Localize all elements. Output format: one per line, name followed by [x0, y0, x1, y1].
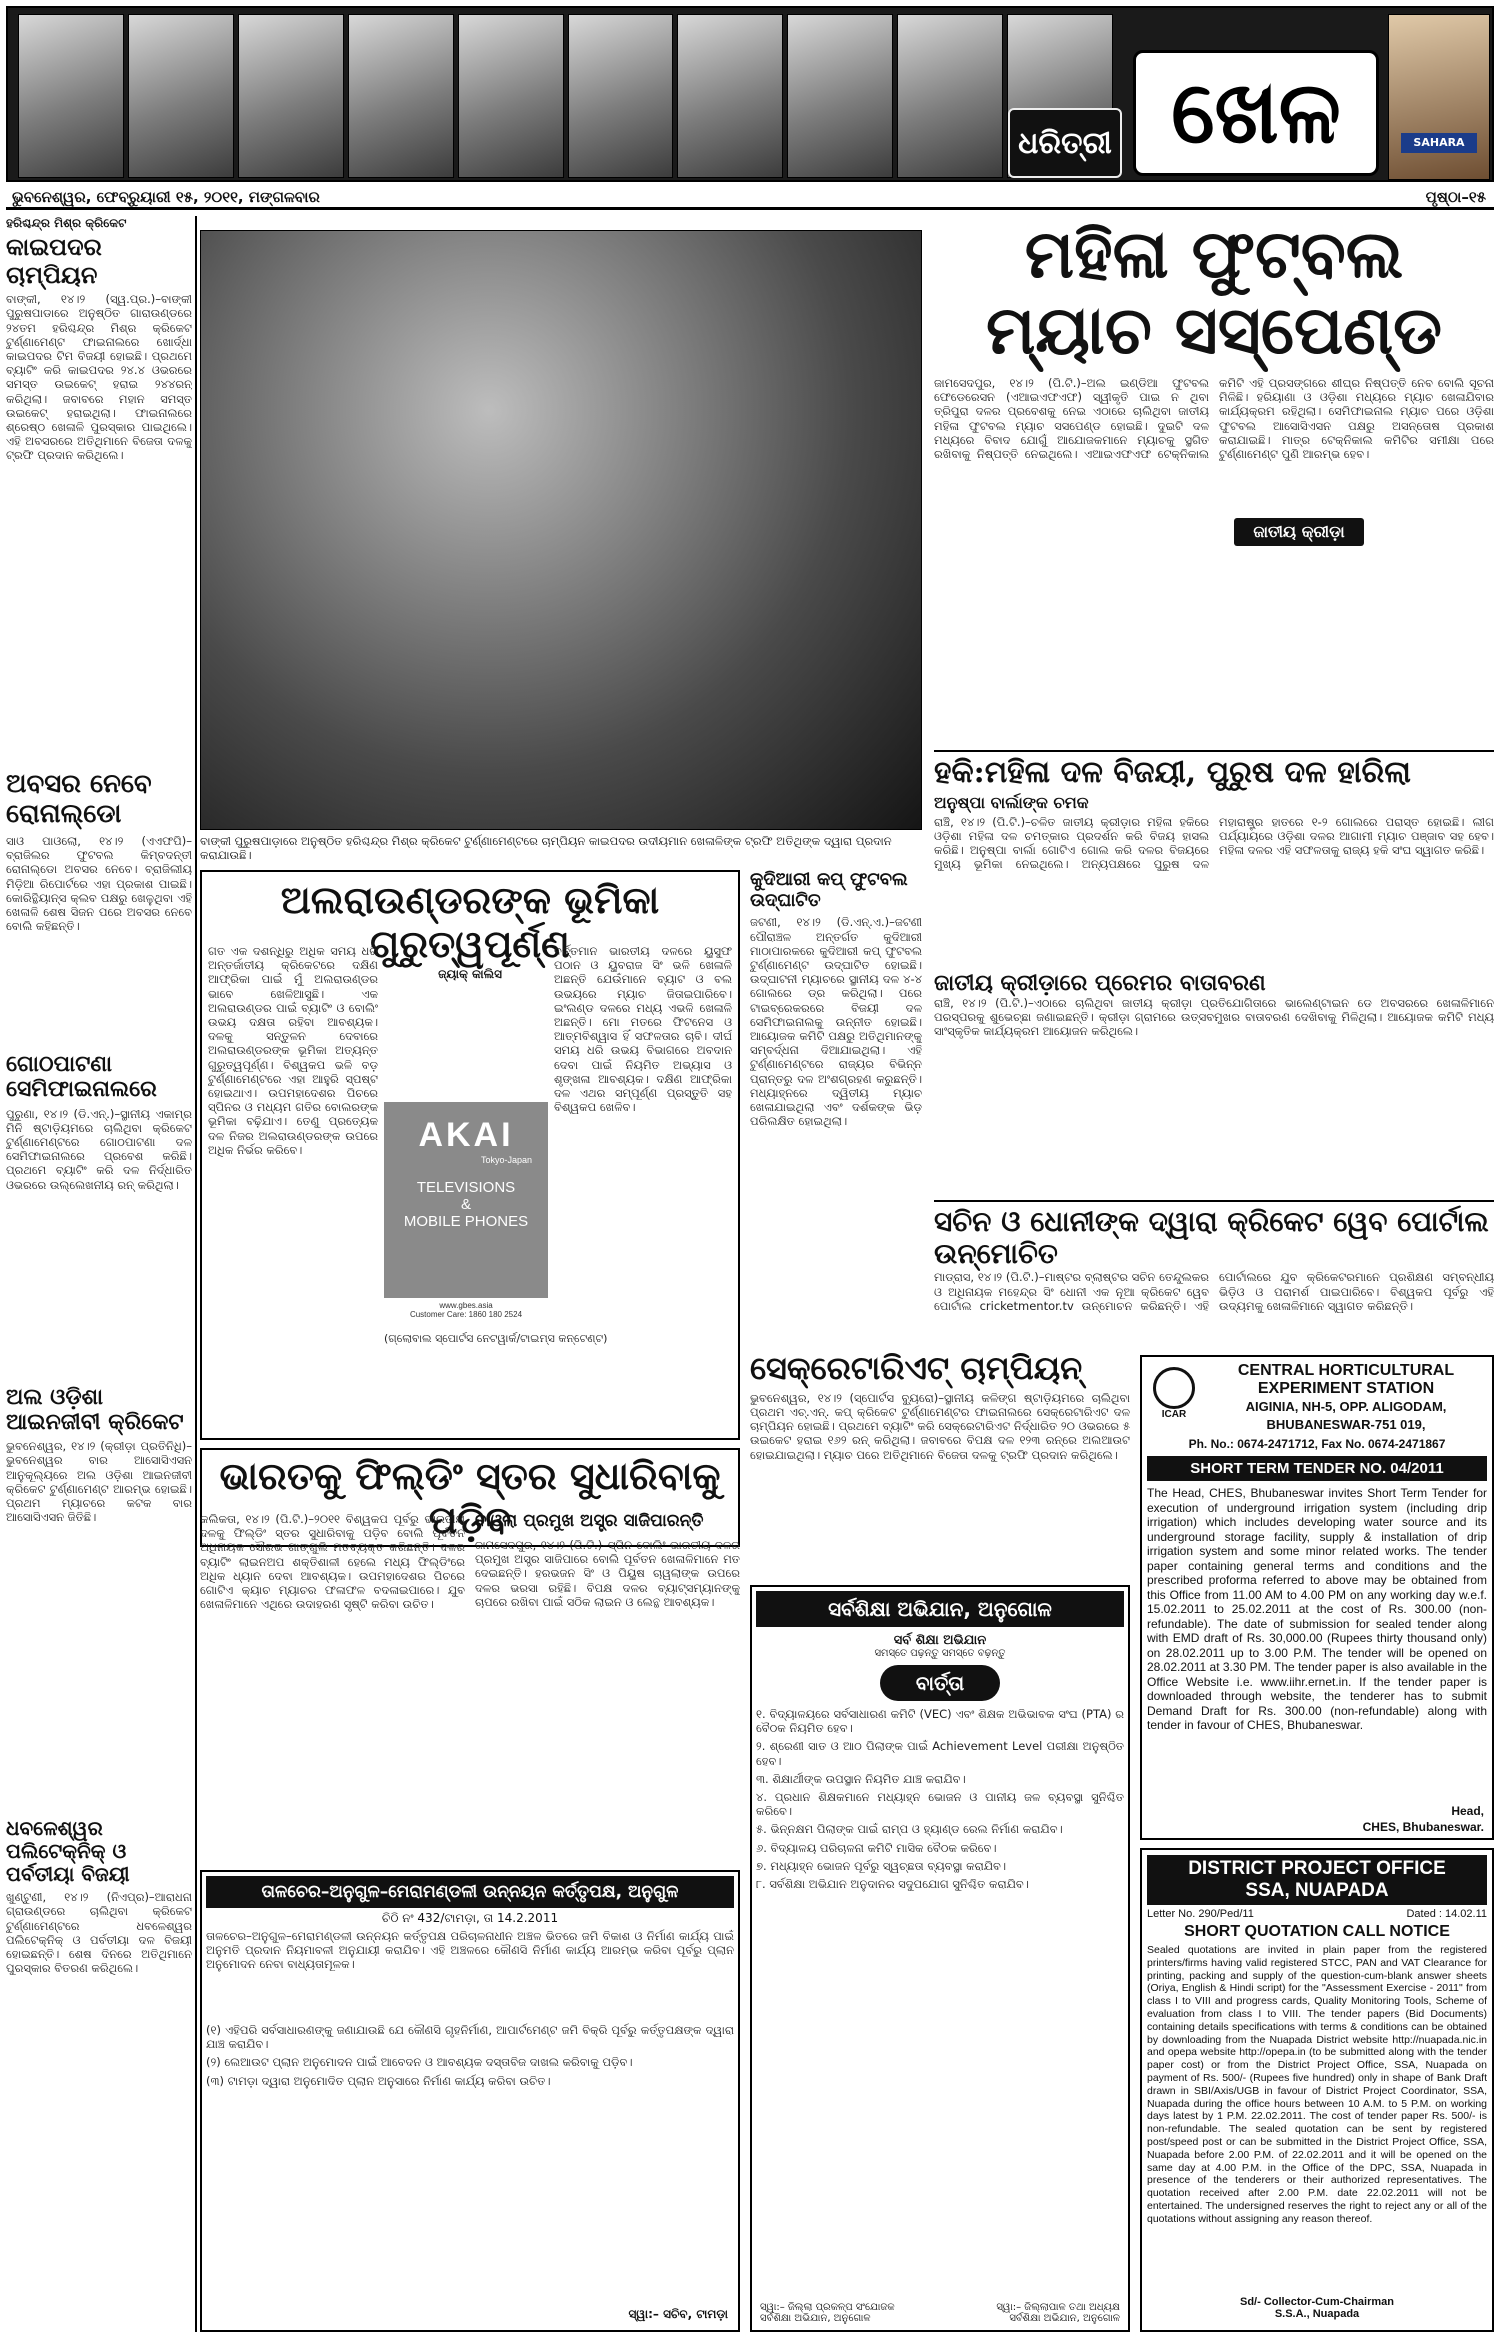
headline: ଗୋଠପାଟଣା ସେମିଫାଇନାଲରେ — [6, 1050, 157, 1103]
tender-sign: CHES, Bhubaneswar. — [1362, 1820, 1484, 1834]
subhead: ଅନୁଷ୍ପା ବାର୍ଲାଙ୍କ ଚମକ — [934, 792, 1089, 812]
ad-line: MOBILE PHONES — [403, 1213, 529, 1230]
story-body: ରାଞ୍ଚି, ୧୪।୨ (ପି.ଟି.)–ଏଠାରେ ଚାଲିଥିବା ଜାତୀୟ କ୍ରୀଡ଼ା ପ୍ରତିଯୋଗିତାରେ ଭାଲେଣ୍ଟାଇନ ଡେ ଅବସରରେ ଖେଳାଳିମାନେ ପରସ୍ପରକୁ ଶୁଭେଚ୍ଛା ଜଣାଇଛନ୍ତି। କ୍ରୀଡ଼ା ଗ୍ରାମରେ ଉତ୍ସବମୁଖର ବାତାବରଣ ଦେଖିବାକୁ ମିଳିଥିଲା। ଆୟୋଜକ କମିଟି ମଧ୍ୟ ସାଂସ୍କୃତିକ କାର୍ଯ୍ୟକ୍ରମ ଆୟୋଜନ କରିଥିଲେ। — [934, 995, 1494, 1039]
ad-tagline: Tokyo-Japan — [480, 1155, 532, 1165]
tender-sign: Head, — [1451, 1804, 1484, 1818]
headline: ଅଲରାଉଣ୍ଡରଙ୍କ ଭୂମିକା ଗୁରୁତ୍ୱପୂର୍ଣ୍ଣ — [280, 877, 660, 966]
tender-banner: SHORT TERM TENDER NO. 04/2011 — [1147, 1456, 1487, 1481]
sports-photo — [18, 14, 124, 178]
lead-headline-line1: ମହିଳା ଫୁଟ୍‌ବଲ — [1024, 216, 1404, 293]
headline: ଅଲ ଓଡ଼ିଶା ଆଇନଜୀବୀ କ୍ରିକେଟ — [6, 1383, 184, 1435]
kicker: ହରିଶ୍ଚନ୍ଦ୍ର ମିଶ୍ର କ୍ରିକେଟ — [6, 216, 127, 230]
notice-body: ତାଳଚେର–ଅନୁଗୁଳ–ମେରାମଣ୍ଡଳୀ ଉନ୍ନୟନ କର୍ତ୍ତୃପକ୍ଷ ପରିଚାଳନାଧୀନ ଅଞ୍ଚଳ ଭିତରେ ଜମି ବିକାଶ ଓ ନିର୍ମାଣ କାର୍ଯ୍ୟ ପାଇଁ ଅନୁମତି ପ୍ରଦାନ ନିୟମାବଳୀ ଅନୁଯାୟୀ କରାଯିବ। ଏହି ଅଞ୍ଚଳରେ କୌଣସି ନିର୍ମାଣ କାର୍ଯ୍ୟ ଆରମ୍ଭ କରିବା ପୂର୍ବରୁ ପ୍ଲାନ ଅନୁମୋଦନ ନେବା ବାଧ୍ୟତାମୂଳକ। — [206, 1929, 734, 1972]
notice-signature: ସ୍ୱା:– ଜିଲ୍ଲା ପ୍ରକଳ୍ପ ସଂଯୋଜକ ସର୍ବଶିକ୍ଷା ଅଭିଯାନ, ଅନୁଗୋଳ — [760, 2302, 895, 2324]
portal-story — [934, 1200, 1494, 1350]
story-body: ଜଟଣୀ, ୧୪।୨ (ଡି.ଏନ୍.ଏ.)–ଜଟଣୀ ପୌରାଞ୍ଚଳ ଅନ୍ତର୍ଗତ କୁଦିଆରୀ ମାଠାପାରକରେ କୁଦିଆରୀ କପ୍ ଫୁଟବଲ ଟୁର୍ଣ୍ଣାମେଣ୍ଟ ଉଦ୍‌ଘାଟିତ ହୋଇଛି। ଉଦ୍‌ଘାଟନୀ ମ୍ୟାଚରେ ସ୍ଥାନୀୟ ଦଳ ୪-୪ ଗୋଲରେ ଡ୍ର କରିଥିଲା। ପରେ ଟାଇବ୍ରେକରରେ ବିଜୟୀ ଦଳ ସେମିଫାଇନାଲକୁ ଉନ୍ନୀତ ହୋଇଛି। ଆୟୋଜକ କମିଟି ପକ୍ଷରୁ ଅତିଥିମାନଙ୍କୁ ସମ୍ବର୍ଦ୍ଧନା ଦିଆଯାଇଥିଲା। ଏହି ଟୁର୍ଣ୍ଣାମେଣ୍ଟରେ ରାଜ୍ୟର ବିଭିନ୍ନ ପ୍ରାନ୍ତରୁ ଦଳ ଅଂଶଗ୍ରହଣ କରୁଛନ୍ତି। ମଧ୍ୟାହ୍ନରେ ଦ୍ୱିତୀୟ ମ୍ୟାଚ ଖେଳାଯାଇଥିଲା ଏବଂ ଦର୍ଶକଙ୍କ ଭିଡ଼ ପରିଲକ୍ଷିତ ହୋଇଥିଲା। — [750, 915, 922, 1129]
story-body: ରାଞ୍ଚି, ୧୪।୨ (ପି.ଟି.)–ଚଳିତ ଜାତୀୟ କ୍ରୀଡ଼ାର ମହିଳା ହକିରେ ଓଡ଼ିଶା ମହିଳା ଦଳ ଚମତ୍କାର ପ୍ରଦର୍ଶନ କରି ବିଜୟ ହାସଲ କରିଛି। ଅନୁଷ୍ପା ବାର୍ଲା ଗୋଟିଏ ଗୋଲ କରି ଦଳର ବିଜୟରେ ମୁଖ୍ୟ ଭୂମିକା ନେଇଥିଲେ। ଅନ୍ୟପକ୍ଷରେ ପୁରୁଷ ଦଳ ମହାରାଷ୍ଟ୍ର ହାତରେ ୧-୨ ଗୋଲରେ ପରାସ୍ତ ହୋଇଛି। ଲୀଗ ପର୍ଯ୍ୟାୟରେ ଓଡ଼ିଶା ଦଳର ଆଗାମୀ ମ୍ୟାଚ ପଞ୍ଜାବ ସହ ହେବ। ମହିଳା ଦଳର ଏହି ସଫଳତାକୁ ରାଜ୍ୟ ହକି ସଂଘ ସ୍ୱାଗତ କରିଛି। — [934, 814, 1494, 872]
notice-item: ୨. ଶ୍ରେଣୀ ସାତ ଓ ଆଠ ପିଲାଙ୍କ ପାଇଁ Achievement Level ପରୀକ୍ଷା ଅନୁଷ୍ଠିତ ହେବ। — [756, 1739, 1124, 1768]
section-label: ଜାତୀୟ କ୍ରୀଡ଼ା — [1234, 518, 1364, 546]
org-name: EXPERIMENT STATION — [1257, 1380, 1435, 1397]
tender-banner: SHORT QUOTATION CALL NOTICE — [1184, 1923, 1450, 1940]
story-body: ମାଡ୍ରାସ, ୧୪।୨ (ପି.ଟି.)–ମାଷ୍ଟର ବ୍ଲାଷ୍ଟର ସଚିନ ତେନ୍ଦୁଲକର ଓ ଅଧିନାୟକ ମହେନ୍ଦ୍ର ସିଂ ଧୋନୀ ଏକ ନୂଆ କ୍ରିକେଟ ୱେବ ପୋର୍ଟାଲ cricketmentor.tv ଉନ୍ମୋଚନ କରିଛନ୍ତି। ଏହି ପୋର୍ଟାଲରେ ଯୁବ କ୍ରିକେଟରମାନେ ପ୍ରଶିକ୍ଷଣ ସମ୍ବନ୍ଧୀୟ ଭିଡ଼ିଓ ଓ ପରାମର୍ଶ ପାଇପାରିବେ। ବିଶ୍ୱକପ ପୂର୍ବରୁ ଏହି ଉଦ୍ୟମକୁ ଖେଳାଳିମାନେ ସ୍ୱାଗତ କରିଛନ୍ତି। — [934, 1270, 1494, 1313]
left-column — [6, 216, 192, 2332]
org-address: BHUBANESWAR-751 019, — [1266, 1417, 1426, 1432]
headline: ସଚିନ ଓ ଧୋନୀଙ୍କ ଦ୍ୱାରା କ୍ରିକେଟ ୱେବ ପୋର୍ଟାଲ ଉନ୍ମୋଚିତ — [934, 1200, 1494, 1270]
office-name: SSA, NUAPADA — [1245, 1880, 1389, 1901]
notice-item: ୬. ବିଦ୍ୟାଳୟ ପରିଚାଳନା କମିଟି ମାସିକ ବୈଠକ କରିବେ। — [756, 1840, 997, 1855]
sports-photo — [897, 14, 1003, 178]
masthead-photo-strip — [18, 14, 1113, 178]
notice-item: ୧. ବିଦ୍ୟାଳୟରେ ସର୍ବସାଧାରଣ କମିଟି (VEC) ଏବଂ ଶିକ୍ଷକ ଅଭିଭାବକ ସଂଘ (PTA) ର ବୈଠକ ନିୟମିତ ହେବ। — [756, 1707, 1124, 1736]
org-address: AIGINIA, NH-5, OPP. ALIGODAM, — [1245, 1399, 1447, 1414]
icar-label: ICAR — [1161, 1409, 1187, 1420]
column-rule — [195, 216, 197, 2332]
notice-badge: ବାର୍ତ୍ତା — [880, 1665, 1000, 1701]
kudiari-story — [750, 870, 922, 1350]
org-phone: Ph. No.: 0674-2471712, Fax No. 0674-2471867 — [1188, 1437, 1446, 1451]
story-credit: (ଗ୍ଲୋବାଲ ସ୍ପୋର୍ଟସ ନେଟୱାର୍କ/ଟାଇମ୍ସ କନ୍ଟେଣ୍ଟ) — [384, 1332, 608, 1345]
sports-photo — [458, 14, 564, 178]
tender-body: Sealed quotations are invited in plain paper from the registered printers/firms having valid registered STCC, PAN and VAT Clearance for printing, packing and supply of the question-cum-blank answer sheets (Oriya, English & Hindi script) for the "Assessment Exercise - 2011" from class I to VIII and progress cards, Quality Monitoring Tools, Scheme of evaluation from class I to VIII. The tender papers (Bid Documents) containing details specifications with terms & conditions can be obtained by downloading from the Nuapada District website http://nuapada.nic.in and opepa website http://opepa.in (to be submitted along with the tender paper cost) or from the District Project Office, SSA, Nuapada on payment of Rs. 500/- (Rupees five hundred) only in shape of Bank Draft drawn in SBI/Axis/UGB in favour of District Project Coordinator, SSA, Nuapada during the office hours between 10 A.M. to 5 P.M. on working days latest by 1 P.M. 22.02.2011. The cost of tender paper Rs. 500/- is non-refundable. The sealed quotation can be sent by registered post/speed post or can be submitted in the District Project Office, SSA, Nuapada before 2.00 P.M. of 22.02.2011 and it will be opened on the same day at 4.00 P.M. in the Office of the DPC, SSA, Nuapada in presence of the tenderers or their authorized representatives. The quotation received after 2.00 P.M. date 22.02.2011 will not be entertained. The undersigned reserves the right to reject any or all of the quotations without assigning any reason thereof. — [1147, 1944, 1487, 2225]
hockey-story — [934, 750, 1494, 1190]
lead-story — [934, 216, 1494, 746]
headline: ହକି:ମହିଳା ଦଳ ବିଜୟୀ, ପୁରୁଷ ଦଳ ହାରିଲା — [934, 750, 1494, 791]
sports-photo — [238, 14, 344, 178]
sub-headline: ବାଓଲା ପ୍ରମୁଖ ଅସ୍ତ୍ର ସାଜିପାରନ୍ତି — [475, 1511, 704, 1531]
allrounder-story — [200, 870, 740, 1440]
notice-signature: ସ୍ୱା:– ଜିଲ୍ଲାପାଳ ତଥା ଅଧ୍ୟକ୍ଷ ସର୍ବଶିକ୍ଷା ଅଭିଯାନ, ଅନୁଗୋଳ — [996, 2302, 1120, 2324]
letter-number: Letter No. 290/Ped/11 — [1147, 1908, 1254, 1920]
story-body: ସାଓ ପାଓଲୋ, ୧୪।୨ (ଏଏଫପି)–ବ୍ରାଜିଲର ଫୁଟବଲ କିମ୍ବଦନ୍ତୀ ରୋନାଲ୍ଡୋ ଅବସର ନେବେ। ବ୍ରାଜିଲୀୟ ମିଡ଼ିଆ ରିପୋର୍ଟରେ ଏହା ପ୍ରକାଶ ପାଇଛି। କୋରିନ୍ଥିୟାନ୍ସ କ୍ଲବ ପକ୍ଷରୁ ଖେଳୁଥିବା ଏହି ଖେଳାଳି ଶେଷ ସିଜନ ପରେ ଅବସର ନେବେ ବୋଲି କହିଛନ୍ତି। — [6, 833, 192, 934]
headline: ଧବଳେଶ୍ୱର ପଲିଟେକ୍ନିକ୍ ଓ ପର୍ବତୀୟା ବିଜୟୀ — [6, 1816, 130, 1887]
dateline-bar — [6, 184, 1494, 210]
notice-item: (୧) ଏହିପରି ସର୍ବସାଧାରଣଙ୍କୁ ଜଣାଯାଉଛି ଯେ କୌଣସି ଗୃହନିର୍ମାଣ, ଆପାର୍ଟମେଣ୍ଟ ଜମି ବିକ୍ରି ପୂର୍ବରୁ କର୍ତ୍ତୃପକ୍ଷଙ୍କ ଦ୍ୱାରା ଯାଞ୍ଚ କରାଯିବ। — [206, 2023, 734, 2052]
headline: ଜାତୀୟ କ୍ରୀଡ଼ାରେ ପ୍ରେମର ବାତାବରଣ — [934, 969, 1266, 996]
story-body: ଭୁବନେଶ୍ୱର, ୧୪।୨ (ସ୍ପୋର୍ଟସ ବ୍ୟୁରୋ)–ସ୍ଥାନୀୟ କଳିଙ୍ଗ ଷ୍ଟାଡ଼ିୟମରେ ଚାଲିଥିବା ପ୍ରଥମ ଏଚ୍.ଏନ୍. କପ୍ କ୍ରିକେଟ ଟୁର୍ଣ୍ଣାମେଣ୍ଟର ଫାଇନାଲରେ ସେକ୍ରେଟାରିଏଟ ଦଳ ଚାମ୍ପିୟନ ହୋଇଛି। ପ୍ରଥମେ ବ୍ୟାଟିଂ କରି ସେକ୍ରେଟାରିଏଟ ନିର୍ଦ୍ଧାରିତ ୨୦ ଓଭରରେ ୫ ଉଇକେଟ ହରାଇ ୧୬୨ ରନ୍ କରିଥିଲା। ଜବାବରେ ବିପକ୍ଷ ଦଳ ୧୨୩ ରନ୍‌ରେ ଅଲଆଉଟ ହୋଇଯାଇଥିଲା। ମ୍ୟାଚ ପରେ ଅତିଥିମାନେ ବିଜେତା ଦଳକୁ ଟ୍ରଫି ପ୍ରଦାନ କରିଥିଲେ। — [750, 1390, 1130, 1462]
notice-title: ତାଳଚେର–ଅନୁଗୁଳ–ମେରାମଣ୍ଡଳୀ ଉନ୍ନୟନ କର୍ତ୍ତୃପକ୍ଷ, ଅନୁଗୁଳ — [206, 1876, 734, 1908]
notice-item: (୩) ଟାମଡ଼ା ଦ୍ୱାରା ଅନୁମୋଦିତ ପ୍ଲାନ ଅନୁସାରେ ନିର୍ମାଣ କାର୍ଯ୍ୟ କରିବା ଉଚିତ। — [206, 2073, 551, 2088]
org-name: CENTRAL HORTICULTURAL — [1237, 1362, 1455, 1379]
photo-caption: ବାଙ୍କୀ ପୁରୁଷପାଡ଼ାରେ ଅନୁଷ୍ଠିତ ହରିଶ୍ଚନ୍ଦ୍ର ମିଶ୍ର କ୍ରିକେଟ ଟୁର୍ଣ୍ଣାମେଣ୍ଟରେ ଚାମ୍ପିୟନ କାଇପଦର ଉଦୀୟମାନ ଖେଳାଳିଙ୍କ ଟ୍ରଫି ଅତିଥିଙ୍କ ଦ୍ୱାରା ପ୍ରଦାନ କରାଯାଉଛି। — [200, 834, 892, 862]
letter-date: Dated : 14.02.11 — [1406, 1908, 1487, 1920]
sports-photo — [128, 14, 234, 178]
akai-ad[interactable] — [384, 1102, 548, 1322]
trophy-photo — [200, 230, 922, 830]
headline: କୁଦିଆରୀ କପ୍ ଫୁଟବଲ ଉଦ୍‌ଘାଟିତ — [750, 870, 908, 911]
talcher-notice — [200, 1870, 740, 2332]
notice-item: ୮. ସର୍ବଶିକ୍ଷା ଅଭିଯାନ ଅନୁଦାନର ସଦୁପଯୋଗ ସୁନିଶ୍ଚିତ କରାଯିବ। — [756, 1877, 1029, 1892]
notice-signature: ସ୍ୱା:– ସଚିବ, ଟାମଡ଼ା — [628, 2307, 728, 2321]
ssa-nuapada-tender — [1140, 1848, 1494, 2332]
notice-ref: ଚିଠି ନଂ 432/ଟାମଡ଼ା, ତା 14.2.2011 — [381, 1911, 559, 1925]
cricketer-photo — [1388, 14, 1490, 180]
page-number: ପୃଷ୍ଠା–୧୫ — [1425, 188, 1486, 206]
notice-item: (୨) ଲେଆଉଟ ପ୍ଲାନ ଅନୁମୋଦନ ପାଇଁ ଆବେଦନ ଓ ଆବଶ୍ୟକ ଦସ୍ତାବିଜ ଦାଖଲ କରିବାକୁ ପଡ଼ିବ। — [206, 2055, 633, 2070]
story-body: ବାଙ୍କୀ, ୧୪।୨ (ସ୍ୱ.ପ୍ର.)–ବାଙ୍କୀ ପୁରୁଷପାଡାରେ ଅନୁଷ୍ଠିତ ଗାରାଉଣ୍ଡରେ ୨୪ତମ ହରିଶ୍ଚନ୍ଦ୍ର ମିଶ୍ର କ୍ରିକେଟ ଟୁର୍ଣ୍ଣାମେଣ୍ଟ ଫାଇନାଲରେ ଖୋର୍ଦ୍ଧା କାଇପଦର ଟିମ ବିଜୟୀ ହୋଇଛି। ପ୍ରଥମେ ବ୍ୟାଟିଂ କରି କାଇପଦର ୨୪.୪ ଓଭରରେ ସମସ୍ତ ଉଇକେଟ୍ ହରାଇ ୨୪୪ରନ୍ କରିଥିଲା। ଜବାବରେ ମହାନ ସମସ୍ତ ଉଇକେଟ୍ ହରାଇଥିଲା। ଫାଇନାଲରେ ଶ୍ରେଷ୍ଠ ଖେଳାଳି ପୁରସ୍କାର ପାଇଥିଲେ। ଏହି ଅବସରରେ ଅତିଥିମାନେ ବିଜେତା ଦଳକୁ ଟ୍ରଫି ପ୍ରଦାନ କରିଥିଲେ। — [6, 292, 192, 463]
story-body: କଲିକତା, ୧୪।୨ (ପି.ଟି.)–୨୦୧୧ ବିଶ୍ୱକପ ପୂର୍ବରୁ ଭାରତୀୟ ଦଳକୁ ଫିଲ୍ଡିଂ ସ୍ତର ସୁଧାରିବାକୁ ପଡ଼ିବ ବୋଲି ପୂର୍ବତନ ଅଧିନାୟକ ସୌରଭ ଗାଙ୍ଗୁଲି ମତବ୍ୟକ୍ତ କରିଛନ୍ତି। ଦଳର ବ୍ୟାଟିଂ ଲାଇନଅପ ଶକ୍ତିଶାଳୀ ହେଲେ ମଧ୍ୟ ଫିଲ୍ଡିଂରେ ଅଧିକ ଧ୍ୟାନ ଦେବା ଆବଶ୍ୟକ। ଉପମହାଦେଶର ପିଚରେ ଗୋଟିଏ କ୍ୟାଚ ମ୍ୟାଚର ଫଳାଫଳ ବଦଳାଇପାରେ। ଯୁବ ଖେଳାଳିମାନେ ଏଥିରେ ଉଦାହରଣ ସୃଷ୍ଟି କରିବା ଉଚିତ। — [200, 1512, 465, 1612]
notice-item: ୫. ଭିନ୍ନକ୍ଷମ ପିଲାଙ୍କ ପାଇଁ ରାମ୍ପ ଓ ହ୍ୟାଣ୍ଡ ରେଲ ନିର୍ମାଣ କରାଯିବ। — [756, 1822, 1063, 1837]
headline: ସେକ୍ରେଟାରିଏଟ୍ ଚାମ୍ପିୟନ୍ — [750, 1350, 1083, 1387]
headline: ଭାରତକୁ ଫିଲ୍ଡିଂ ସ୍ତର ସୁଧାରିବାକୁ ପଡ଼ିବ — [200, 1448, 740, 1547]
tender-body: The Head, CHES, Bhubaneswar invites Short Term Tender for execution of underground irrigation system (including drip irrigation) which includes developing water source and its underground storage facility, supply & installation of drip irrigation system and some minor related works. The tender paper containing general terms and conditions and the prescribed proforma referred to above may be obtained from this Office from 11.00 AM to 4.00 PM on any working day w.e.f. 15.02.2011 to 25.02.2011 at the cost of Rs. 300.00 (non-refundable). The date of submission for sealed tender along with EMD draft of Rs. 30,000.00 (Rupees thirty thousand only) on 28.02.2011 up to 3.00 P.M. The tender will be opened on 28.02.2011 at 3.30 PM. The tender paper is also available in the Office Website i.e. www.iihr.ernet.in. If the tender paper is downloaded through website, the tenderer has to submit Demand Draft for Rs. 300.00 (non-refundable) along with tender in favour of CHES, Bhubaneswar. — [1147, 1486, 1487, 1732]
fielding-story — [200, 1448, 740, 1868]
ad-line: TELEVISIONS — [416, 1179, 516, 1196]
sports-photo — [677, 14, 783, 178]
section-title: ଖେଳ — [1133, 50, 1379, 176]
secretariat-story — [750, 1350, 1130, 1580]
story-body: ଗତ ଏକ ଦଶନ୍ଧିରୁ ଅଧିକ ସମୟ ଧରି ଅନ୍ତର୍ଜାତୀୟ କ୍ରିକେଟରେ ଦକ୍ଷିଣ ଆଫ୍ରିକା ପାଇଁ ମୁଁ ଅଲରାଉଣ୍ଡର ଭାବେ ଖେଳିଆସୁଛି। ଏକ ଅଲରାଉଣ୍ଡର ପାଇଁ ବ୍ୟାଟିଂ ଓ ବୋଲିଂ ଉଭୟ ଦକ୍ଷତା ରହିବା ଆବଶ୍ୟକ। ଦଳକୁ ସନ୍ତୁଳନ ଦେବାରେ ଅଲରାଉଣ୍ଡରଙ୍କ ଭୂମିକା ଅତ୍ୟନ୍ତ ଗୁରୁତ୍ୱପୂର୍ଣ୍ଣ। ବିଶ୍ୱକପ ଭଳି ବଡ଼ ଟୁର୍ଣ୍ଣାମେଣ୍ଟରେ ଏହା ଆହୁରି ସ୍ପଷ୍ଟ ହୋଇଥାଏ। ଉପମହାଦେଶର ପିଚରେ ସ୍ପିନର ଓ ମଧ୍ୟମ ଗତିର ବୋଲରଙ୍କ ଭୂମିକା ବଢ଼ିଯାଏ। ତେଣୁ ପ୍ରତ୍ୟେକ ଦଳ ନିଜର ଅଲରାଉଣ୍ଡରଙ୍କ ଉପରେ ଅଧିକ ନିର୍ଭର କରିବେ। — [208, 944, 378, 1157]
tender-sign: S.S.A., Nuapada — [1274, 2308, 1360, 2320]
icar-logo — [1148, 1367, 1200, 1427]
headline: ଅବସର ନେବେ ରୋନାଲ୍ଡୋ — [6, 769, 152, 830]
lead-headline-line2: ମ୍ୟାଚ ସସ୍‌ପେଣ୍ଡ — [985, 291, 1443, 369]
headline: କାଇପଦର ଚାମ୍ପିୟନ — [6, 232, 102, 289]
date-text: ଭୁବନେଶ୍ୱର, ଫେବ୍ରୁୟାରୀ ୧୫, ୨୦୧୧, ମଙ୍ଗଳବାର — [12, 188, 320, 206]
byline: ଜ୍ୟାକ୍ କାଲିସ — [438, 967, 502, 982]
ad-website: www.gbes.asia — [439, 1301, 493, 1310]
notice-item: ୭. ମଧ୍ୟାହ୍ନ ଭୋଜନ ପୂର୍ବରୁ ସ୍ୱଚ୍ଛତା ବ୍ୟବସ୍ଥା କରାଯିବ। — [756, 1858, 1007, 1873]
ad-brand: AKAI — [418, 1116, 514, 1154]
notice-item: ୪. ପ୍ରଧାନ ଶିକ୍ଷକମାନେ ମଧ୍ୟାହ୍ନ ଭୋଜନ ଓ ପାନୀୟ ଜଳ ବ୍ୟବସ୍ଥା ସୁନିଶ୍ଚିତ କରିବେ। — [756, 1790, 1124, 1819]
ches-tender — [1140, 1355, 1494, 1840]
sponsor-logo: SAHARA — [1401, 133, 1477, 153]
notice-item: ୩. ଶିକ୍ଷାର୍ଥୀଙ୍କ ଉପସ୍ଥାନ ନିୟମିତ ଯାଞ୍ଚ କରାଯିବ। — [756, 1771, 966, 1786]
newspaper-logo: ଧରିତ୍ରୀ — [1008, 108, 1122, 178]
ssa-logo: ସର୍ବ ଶିକ୍ଷା ଅଭିଯାନ — [893, 1633, 987, 1648]
lead-body: ଜାମସେଦପୁର, ୧୪।୨ (ପି.ଟି.)–ଅଲ ଇଣ୍ଡିଆ ଫୁଟବଲ ଫେଡେରେସନ (ଏଆଇଏଫଏଫ) ସ୍ୱୀକୃତି ପାଇ ନ ଥିବା ତ୍ରିପୁରା ଦଳର ପ୍ରବେଶକୁ ନେଇ ଏଠାରେ ଚାଲିଥିବା ଜାତୀୟ ମହିଳା ଫୁଟବଲ ମ୍ୟାଚ ସସପେଣ୍ଡ ହୋଇଛି। ଦୁଇଟି ଦଳ ମଧ୍ୟରେ ବିବାଦ ଯୋଗୁଁ ଆଯୋଜକମାନେ ମ୍ୟାଚକୁ ସ୍ଥଗିତ ରଖିବାକୁ ନିଷ୍ପତ୍ତି ନେଇଥିଲେ। ଏଆଇଏଫଏଫ ଟେକ୍ନିକାଲ କମିଟି ଏହି ପ୍ରସଙ୍ଗରେ ଶୀଘ୍ର ନିଷ୍ପତ୍ତି ନେବ ବୋଲି ସୂଚନା ମିଳିଛି। ହରିୟାଣା ଓ ଓଡ଼ିଶା ମଧ୍ୟରେ ମ୍ୟାଚ ଖେଳାଯିବାର କାର୍ଯ୍ୟକ୍ରମ ରହିଥିଲା। ସେମିଫାଇନାଲ ମ୍ୟାଚ ପରେ ଓଡ଼ିଶା ଫୁଟବଲ ଆସୋସିଏସନ ପକ୍ଷରୁ ଅସନ୍ତୋଷ ପ୍ରକାଶ କରାଯାଇଛି। ମାତ୍ର ଟେକ୍ନିକାଲ କମିଟିର ସମୀକ୍ଷା ପରେ ଟୁର୍ଣ୍ଣାମେଣ୍ଟ ପୁଣି ଆରମ୍ଭ ହେବ। — [934, 376, 1494, 462]
ssa-angul-notice — [750, 1585, 1130, 2332]
story-body: ଖୁଣ୍ଟୁଣୀ, ୧୪।୨ (ନିଏପ୍ର)–ଆରାଧନା ଗ୍ରାଉଣ୍ଡରେ ଚାଲିଥିବା କ୍ରିକେଟ ଟୁର୍ଣ୍ଣାମେଣ୍ଟରେ ଧବଳେଶ୍ୱର ପଲିଟେକ୍ନିକ୍ ଓ ପର୍ବତୀୟା ଦଳ ବିଜୟୀ ହୋଇଛନ୍ତି। ଶେଷ ଦିନରେ ଅତିଥିମାନେ ପୁରସ୍କାର ବିତରଣ କରିଥିଲେ। — [6, 1890, 192, 1976]
sports-photo — [568, 14, 674, 178]
story-body: ବର୍ତ୍ତମାନ ଭାରତୀୟ ଦଳରେ ୟୁସୁଫ ପଠାନ ଓ ୟୁବରାଜ ସିଂ ଭଳି ଖେଳାଳି ଅଛନ୍ତି ଯେଉଁମାନେ ବ୍ୟାଟ ଓ ବଲ ଉଭୟରେ ମ୍ୟାଚ ଜିତାଇପାରିବେ। ଇଂଲଣ୍ଡ ଦଳରେ ମଧ୍ୟ ଏଭଳି ଖେଳାଳି ଅଛନ୍ତି। ମୋ ମତରେ ଫିଟନେସ ଓ ଆତ୍ମବିଶ୍ୱାସ ହିଁ ସଫଳତାର ଚାବି। ଦୀର୍ଘ ସମୟ ଧରି ଉଭୟ ବିଭାଗରେ ଅବଦାନ ଦେବା ପାଇଁ ନିୟମିତ ଅଭ୍ୟାସ ଓ ଶୃଙ୍ଖଳା ଆବଶ୍ୟକ। ଦକ୍ଷିଣ ଆଫ୍ରିକା ଦଳ ଏଥର ସମ୍ପୂର୍ଣ୍ଣ ପ୍ରସ୍ତୁତି ସହ ବିଶ୍ୱକପ ଖେଳିବ। — [554, 944, 732, 1115]
story-body: ଭୁବନେଶ୍ୱର, ୧୪।୨ (କ୍ରୀଡ଼ା ପ୍ରତିନିଧି)–ଭୁବନେଶ୍ୱର ବାର ଆସୋସିଏସନ ଆନୁକୂଲ୍ୟରେ ଅଲ ଓଡ଼ିଶା ଆଇନଜୀବୀ କ୍ରିକେଟ ଟୁର୍ଣ୍ଣାମେଣ୍ଟ ଆରମ୍ଭ ହୋଇଛି। ପ୍ରଥମ ମ୍ୟାଚରେ କଟକ ବାର ଆସୋସିଏସନ ଜିତିଛି। — [6, 1439, 192, 1525]
notice-title: ସର୍ବଶିକ୍ଷା ଅଭିଯାନ, ଅନୁଗୋଳ — [756, 1591, 1124, 1627]
story-body: ଜାମସେଦପୁର, ୧୪।୨ (ପି.ଟି.)–ସ୍ପିନ ବୋଲିଂ ଭାରତୀୟ ଦଳର ପ୍ରମୁଖ ଅସ୍ତ୍ର ସାଜିପାରେ ବୋଲି ପୂର୍ବତନ ଖେଳାଳିମାନେ ମତ ଦେଇଛନ୍ତି। ହରଭଜନ ସିଂ ଓ ପିୟୁଷ ଚାୱଲାଙ୍କ ଉପରେ ଦଳର ଭରସା ରହିଛି। ବିପକ୍ଷ ଦଳର ବ୍ୟାଟ୍ସମ୍ୟାନଙ୍କୁ ଚାପରେ ରଖିବା ପାଇଁ ସଠିକ ଲାଇନ ଓ ଲେନ୍ଥ ଆବଶ୍ୟକ। — [475, 1538, 740, 1609]
masthead — [6, 6, 1494, 182]
sports-photo — [348, 14, 454, 178]
ad-line: & — [460, 1196, 471, 1213]
tender-sign: Sd/- Collector-Cum-Chairman — [1239, 2296, 1394, 2308]
ssa-tagline: ସମସ୍ତେ ପଢ଼ନ୍ତୁ ସମସ୍ତେ ବଢ଼ନ୍ତୁ — [874, 1648, 1006, 1659]
office-name: DISTRICT PROJECT OFFICE — [1188, 1858, 1446, 1879]
sports-photo — [787, 14, 893, 178]
story-body: ପୁରୁଣା, ୧୪।୨ (ଡି.ଏନ୍.)–ସ୍ଥାନୀୟ ଏକାମ୍ର ମିନି ଷ୍ଟାଡ଼ିୟମରେ ଚାଲିଥିବା କ୍ରିକେଟ ଟୁର୍ଣ୍ଣାମେଣ୍ଟରେ ଗୋଠପାଟଣା ଦଳ ସେମିଫାଇନାଲରେ ପ୍ରବେଶ କରିଛି। ପ୍ରଥମେ ବ୍ୟାଟିଂ କରି ଦଳ ନିର୍ଦ୍ଧାରିତ ଓଭରରେ ଉଲ୍ଲେଖନୀୟ ରନ୍ କରିଥିଲା। — [6, 1106, 192, 1192]
ad-customer-care: Customer Care: 1860 180 2524 — [409, 1310, 523, 1319]
